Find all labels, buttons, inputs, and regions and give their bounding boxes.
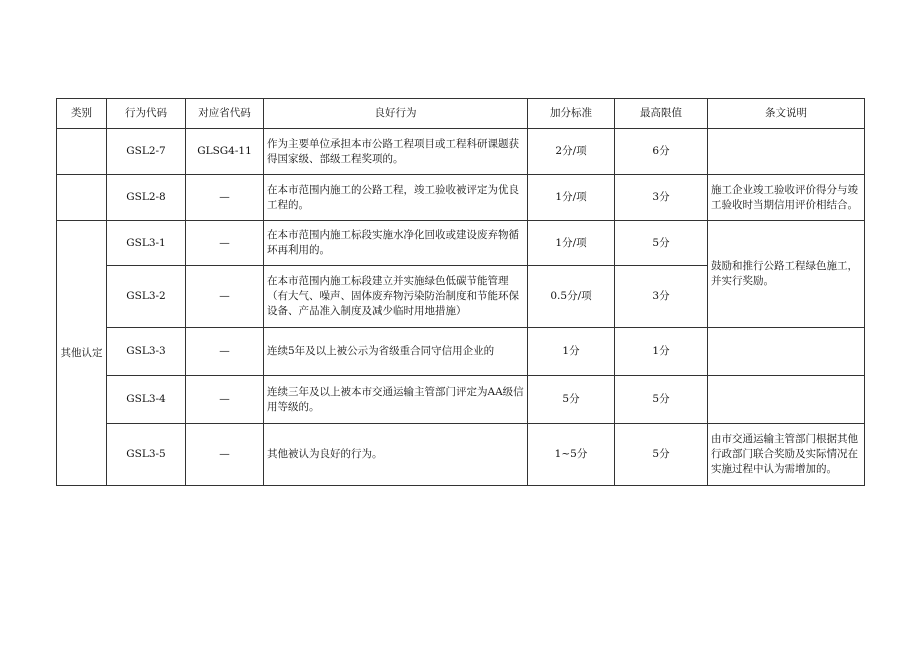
prov-code-cell: — xyxy=(186,221,264,266)
note-cell: 鼓励和推行公路工程绿色施工，并实行奖励。 xyxy=(708,221,865,328)
code-cell: GSL3-1 xyxy=(107,221,186,266)
header-max: 最高限值 xyxy=(615,99,708,129)
category-cell xyxy=(57,129,107,175)
prov-code-cell: — xyxy=(186,266,264,328)
note-cell: 由市交通运输主管部门根据其他行政部门联合奖励及实际情况在实施过程中认为需增加的。 xyxy=(708,424,865,486)
note-cell: 施工企业竣工验收评价得分与竣工验收时当期信用评价相结合。 xyxy=(708,175,865,221)
bonus-cell: 0.5分/项 xyxy=(528,266,615,328)
prov-code-cell: GLSG4-11 xyxy=(186,129,264,175)
category-cell: 其他认定 xyxy=(57,221,107,486)
credit-table xyxy=(56,98,865,486)
header-row xyxy=(57,99,865,129)
prov-code-cell: — xyxy=(186,175,264,221)
table-row xyxy=(57,221,865,266)
bonus-cell: 2分/项 xyxy=(528,129,615,175)
code-cell: GSL2-8 xyxy=(107,175,186,221)
table-row xyxy=(57,328,865,376)
header-category: 类别 xyxy=(57,99,107,129)
note-cell xyxy=(708,376,865,424)
header-prov-code: 对应省代码 xyxy=(186,99,264,129)
note-cell xyxy=(708,328,865,376)
code-cell: GSL3-4 xyxy=(107,376,186,424)
bonus-cell: 1~5分 xyxy=(528,424,615,486)
table-row xyxy=(57,424,865,486)
behavior-cell: 在本市范围内施工标段实施水净化回收或建设废弃物循环再利用的。 xyxy=(264,221,528,266)
category-cell xyxy=(57,175,107,221)
max-cell: 5分 xyxy=(615,221,708,266)
prov-code-cell: — xyxy=(186,328,264,376)
behavior-cell: 其他被认为良好的行为。 xyxy=(264,424,528,486)
bonus-cell: 1分/项 xyxy=(528,221,615,266)
header-note: 条文说明 xyxy=(708,99,865,129)
code-cell: GSL3-2 xyxy=(107,266,186,328)
table-row xyxy=(57,175,865,221)
prov-code-cell: — xyxy=(186,424,264,486)
max-cell: 3分 xyxy=(615,175,708,221)
header-behavior: 良好行为 xyxy=(264,99,528,129)
note-cell xyxy=(708,129,865,175)
max-cell: 5分 xyxy=(615,424,708,486)
behavior-cell: 连续5年及以上被公示为省级重合同守信用企业的 xyxy=(264,328,528,376)
header-code: 行为代码 xyxy=(107,99,186,129)
code-cell: GSL3-3 xyxy=(107,328,186,376)
table-row xyxy=(57,376,865,424)
prov-code-cell: — xyxy=(186,376,264,424)
bonus-cell: 5分 xyxy=(528,376,615,424)
header-bonus: 加分标准 xyxy=(528,99,615,129)
max-cell: 5分 xyxy=(615,376,708,424)
behavior-cell: 连续三年及以上被本市交通运输主管部门评定为AA级信用等级的。 xyxy=(264,376,528,424)
bonus-cell: 1分 xyxy=(528,328,615,376)
code-cell: GSL2-7 xyxy=(107,129,186,175)
behavior-cell: 在本市范围内施工标段建立并实施绿色低碳节能管理（有大气、噪声、固体废弃物污染防治制度和节能环保设备、产品准入制度及减少临时用地措施） xyxy=(264,266,528,328)
max-cell: 6分 xyxy=(615,129,708,175)
behavior-cell: 作为主要单位承担本市公路工程项目或工程科研课题获得国家级、部级工程奖项的。 xyxy=(264,129,528,175)
max-cell: 3分 xyxy=(615,266,708,328)
code-cell: GSL3-5 xyxy=(107,424,186,486)
bonus-cell: 1分/项 xyxy=(528,175,615,221)
behavior-cell: 在本市范围内施工的公路工程，竣工验收被评定为优良工程的。 xyxy=(264,175,528,221)
table-row xyxy=(57,129,865,175)
max-cell: 1分 xyxy=(615,328,708,376)
